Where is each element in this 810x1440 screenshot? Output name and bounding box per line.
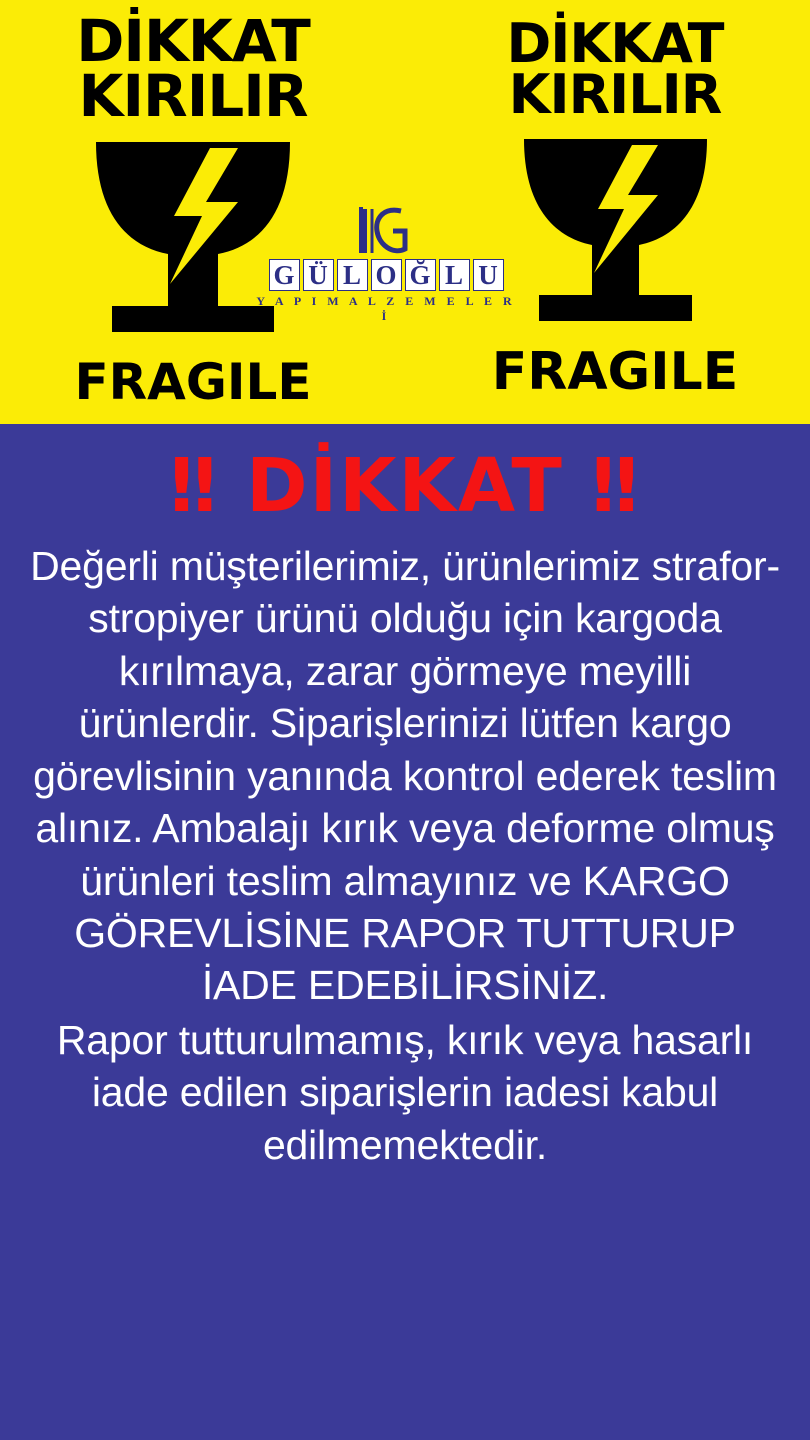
brand-letter-2: Ü (303, 259, 334, 291)
notice-paragraph-2: Rapor tutturulmamış, kırık veya hasarlı iade edilen siparişlerin iadesi kabul edilmemektedir. (56, 1016, 754, 1168)
fragile-title-line2-right: KIRILIR (508, 63, 722, 127)
fragile-banner (0, 0, 810, 424)
brand-letter-3: L (337, 259, 368, 291)
fragile-title-line2-left: KIRILIR (78, 62, 308, 131)
fragile-title-left (76, 7, 310, 131)
fragile-title-right (506, 12, 724, 127)
brand-logo-subtitle: Y A P I M A L Z E M E L E R İ (256, 294, 516, 323)
notice-paragraph-1: Değerli müşterilerimiz, ürünlerimiz strafor-stropiyer ürünü olduğu için kargoda kırılmaya, zarar görmeye meyilli ürünlerdir. Siparişlerinizi lütfen kargo görevlisinin yanında kontrol ederek teslim alınız. Ambalajı kırık veya deforme olmuş ürünleri teslim almayınız ve KARGO GÖREVLİSİNE RAPOR TUTTURUP İADE EDEBİLİRSİNİZ. (30, 542, 780, 1009)
brand-letter-6: L (439, 259, 470, 291)
brand-logo-letters (256, 259, 516, 291)
fragile-title-line1-left: DİKKAT (76, 7, 310, 75)
broken-glass-icon (508, 131, 723, 336)
notice-panel (0, 424, 810, 1440)
fragile-title-line1-right: DİKKAT (506, 12, 724, 75)
brand-letter-7: U (473, 259, 504, 291)
brand-logo (256, 205, 516, 324)
fragile-word-left: FRAGILE (74, 353, 312, 412)
guloglu-monogram-icon (357, 205, 415, 257)
brand-letter-5: Ğ (405, 259, 436, 291)
notice-body (18, 540, 792, 1172)
brand-letter-4: O (371, 259, 402, 291)
brand-letter-1: G (269, 259, 300, 291)
fragile-word-right: FRAGILE (491, 341, 739, 402)
notice-heading: ‼ DİKKAT ‼ (170, 443, 640, 529)
